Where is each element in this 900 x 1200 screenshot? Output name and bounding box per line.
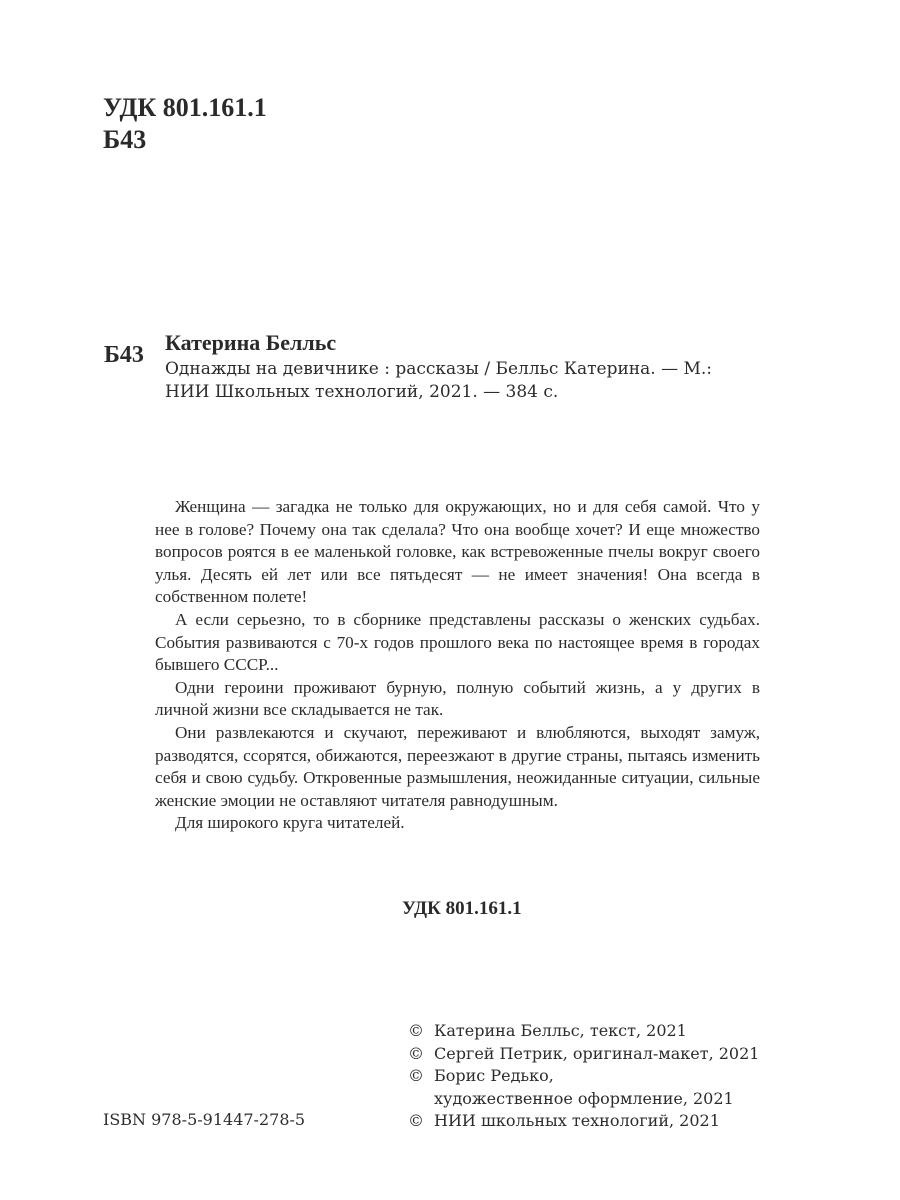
bibliographic-line-2: НИИ Школьных технологий, 2021. — 384 с. [165, 382, 559, 402]
annotation-paragraph: Одни героини проживают бурную, полную событий жизнь, а у других в личной жизни все складывается не так. [155, 677, 760, 720]
copyright-line [408, 1020, 808, 1043]
bibliographic-record [165, 328, 785, 404]
annotation-paragraph: А если серьезно, то в сборнике представлены рассказы о женских судьбах. События развиваются с 70-х годов прошлого века по настоящее время в городах бывшего СССР... [155, 609, 760, 675]
annotation-paragraph: Они развлекаются и скучают, переживают и влюбляются, выходят замуж, разводятся, ссорятся, обижаются, переезжают в другие страны, пытаясь изменить себя и свою судьбу. Откровенные размышления, неожиданные ситуации, сильные женские эмоции не оставляют читателя равнодушным. [155, 722, 760, 810]
udk-header-block [103, 92, 267, 156]
copyright-line [408, 1043, 808, 1066]
copyright-line [408, 1110, 808, 1133]
annotation-paragraph: Женщина — загадка не только для окружающих, но и для себя самой. Что у нее в голове? Почему она так сделала? Что она вообще хочет? И еще множество вопросов роятся в ее маленькой головке, как встревоженные пчелы вокруг своего улья. Десять ей лет или все пятьдесят — не имеет значения! Она всегда в собственном полете! [155, 497, 760, 607]
copyright-line [408, 1065, 808, 1088]
copyright-text: Борис Редько, [434, 1066, 554, 1085]
isbn: ISBN 978-5-91447-278-5 [103, 1110, 306, 1129]
udk-footer: УДК 801.161.1 [402, 898, 522, 919]
copyright-icon: © [408, 1066, 424, 1085]
annotation [155, 496, 760, 835]
copyright-text: Сергей Петрик, оригинал-макет, 2021 [434, 1043, 760, 1063]
copyright-icon: © [408, 1111, 424, 1130]
author-sign: Б43 [104, 342, 144, 368]
copyright-icon: © [408, 1021, 424, 1040]
copyright-text-continued: художественное оформление, 2021 [434, 1088, 734, 1108]
copyright-text: НИИ школьных технологий, 2021 [434, 1111, 720, 1130]
copyright-text: Катерина Белльс, текст, 2021 [434, 1021, 687, 1040]
udk-code: УДК 801.161.1 [103, 93, 267, 122]
bibliographic-line-1: Однажды на девичнике : рассказы / Белльс Катерина. — М.: [165, 359, 713, 379]
annotation-paragraph: Для широкого круга читателей. [175, 813, 405, 833]
author-name: Катерина Белльс [165, 330, 337, 355]
copyright-block [408, 1020, 808, 1133]
bbk-code: Б43 [103, 125, 147, 154]
copyright-icon: © [408, 1043, 424, 1063]
